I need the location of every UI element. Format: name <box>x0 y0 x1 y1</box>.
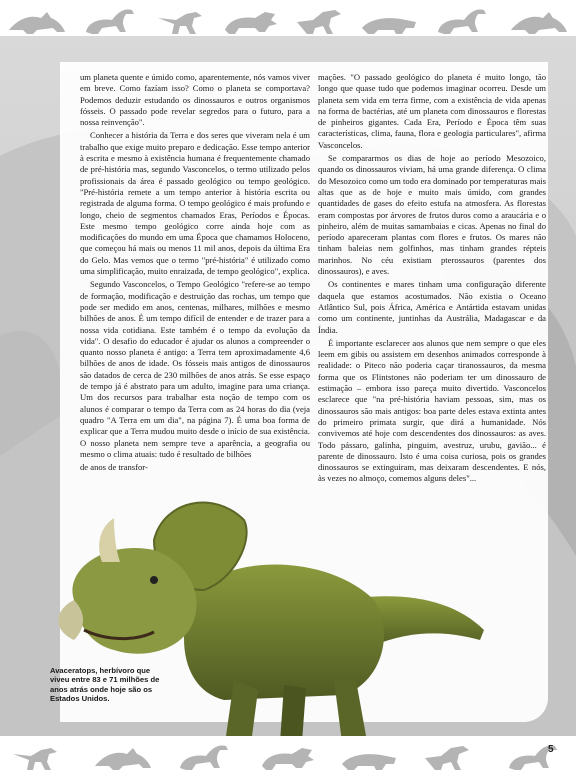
image-caption: Avaceratops, herbívoro que viveu entre 83 e 71 milhões de anos atrás onde hoje são os Estados Unidos. <box>50 666 160 704</box>
paragraph: Os continentes e mares tinham uma configuração diferente daquela que estamos acostumados. Não existia o Oceano Atlântico Sul, pois África, América e Antártida estavam unidas como um continente, juntinhas da Austrália, Madagascar e da Índia. <box>318 279 546 335</box>
paragraph: um planeta quente e úmido como, aparentemente, nós vamos viver em breve. Como fazíam isso? Como o planeta se comportava? Podemos deduzir estudando os dinossauros e outros organismos fósseis. O passado pode revelar segredos para o futuro, para a nossa reinvenção". <box>80 72 310 128</box>
left-text-column <box>80 72 310 475</box>
ankylosaur-silhouette-icon <box>360 6 420 36</box>
stegosaurus-silhouette-icon-2 <box>509 6 569 36</box>
stegosaurus-silhouette-icon <box>7 6 67 36</box>
stegosaurus-silhouette-icon-bottom <box>93 742 153 772</box>
longneck-silhouette-icon-2 <box>434 6 494 36</box>
theropod-silhouette-icon-bottom <box>423 742 483 772</box>
paragraph: É importante esclarecer aos alunos que nem sempre o que eles leem em gibis ou assistem em desenhos animados corresponde à realidade: o Piteco não poderia caçar tiranossauros, da mesma forma que os Flintstones não poderiam ter um dinossauro de estimação – embora isso pareça muito divertido. Vasconcelos esclarece que "na pré-história haviam pessoas, sim, mas os dinossauros são mais antigos: boa parte deles estava extinta antes do primeiro primata surgir, que dirá a humanidade. Nós convivemos até hoje com descendentes dos dinossauros: as aves. Todo pássaro, galinha, pinguim, avestruz, urubu, gavião... é parente de dinossauro. Isto é uma coisa curiosa, pois os grandes dinossauros se extinguiram, mas deixaram descendentes. E nós, às vezes no almoço, comemos alguns deles"... <box>318 337 546 484</box>
raptor-silhouette-icon-bottom <box>11 742 71 772</box>
avaceratops-illustration <box>44 480 484 770</box>
bottom-silhouette-strip <box>0 736 576 772</box>
paragraph: de anos de transfor- <box>80 462 148 473</box>
triceratops-silhouette-icon-bottom <box>258 742 318 772</box>
ankylosaur-silhouette-icon-bottom <box>340 742 400 772</box>
paragraph: Segundo Vasconcelos, o Tempo Geológico "refere-se ao tempo de formação, modificação e destruição das rochas, um tempo que pode ser medido em anos, centenas, milhares, milhões e mesmo bilhões de anos. É um tempo difícil de entender e de trazer para a nossa vida cotidiana. Este também é o tempo da evolução da vida". O desafio do educador é ajudar os alunos a compreender o quanto nosso planeta é antigo: a Terra tem aproximadamente 4,6 bilhões de anos de idade. Os fósseis mais antigos de dinossauros são datados de cerca de 230 milhões de anos atrás. Se esse espaço de tempo já é abstrato para um adulto, imagine para uma criança. Um dos recursos para trabalhar esta noção de tempo com os alunos é comparar o tempo da Terra com as 24 horas do dia (veja quadro "A Terra em um dia", na página 7). É uma boa forma de explicar que a Terra mudou muito desde o início de sua existência. O nosso planeta nem sempre teve a aparência, a geografia ou mesmo o clima atuais: tudo é resultado de bilhões <box>80 279 310 459</box>
longneck-silhouette-icon-bottom-2 <box>505 742 565 772</box>
theropod-silhouette-icon <box>295 6 345 36</box>
longneck-silhouette-icon-bottom <box>176 742 236 772</box>
paragraph: mações. "O passado geológico do planeta é muito longo, tão longo que quase tudo que podemos imaginar ocorreu. Desde um planeta sem vida em terra firme, com a existência de vida apenas na forma de bactérias, até um planeta com dinossauros e florestas de pinheiros gigantes. Cada Era, Período e Época têm suas características, clima, fauna, flora e geologia particulares", afirma Vasconcelos. <box>318 72 546 150</box>
paragraph: Conhecer a história da Terra e dos seres que viveram nela é um trabalho que exige muito preparo e dedicação. Esse tempo anterior à escrita e mesmo à existência humana é frequentemente chamado de pré-história mas, segundo Vasconcelos, o termo utilizado pelos profissionais da área é passado geológico ou tempo geológico. "Pré-história remete a um tempo anterior à história escrita ou registrada de alguma forma. O tempo geológico é mais profundo e longo, cheio de segmentos chamados Eras, Períodos e Épocas. Este mesmo tempo geológico corre ainda hoje com as modificações do mundo em uma Época que chamamos Holoceno, que começou há mais ou menos 11 mil anos, depois da última Era do Gelo. Mas vemos que o termo "pré-história" é utilizado como uma simplificação, muito enraizada, de tempo geológico", explica. <box>80 130 310 277</box>
top-silhouette-strip <box>0 0 576 36</box>
raptor-silhouette-icon <box>156 6 206 36</box>
right-text-column <box>318 72 546 487</box>
triceratops-silhouette-icon <box>221 6 281 36</box>
longneck-silhouette-icon <box>82 6 142 36</box>
page-number: 5 <box>548 744 554 755</box>
paragraph: Se compararmos os dias de hoje ao período Mesozoico, quando os dinossauros viviam, há uma grande diferença. O clima do Mesozoico como um todo era dominado por temperaturas mais altas que as de hoje e muito mais úmido, com grandes quantidades de gases do efeito estufa na atmosfera. As florestas eram compostas por árvores de frutos duros como a araucária e o pinheiro, além de muitas samambaias e cicas. Apenas no final do período apareceram plantas com flores e frutos. Os mares não tinham baleias nem golfinhos, mas tinham grandes répteis marinhos. No céu existiam pterossauros (parentes dos dinossauros), e aves. <box>318 153 546 277</box>
